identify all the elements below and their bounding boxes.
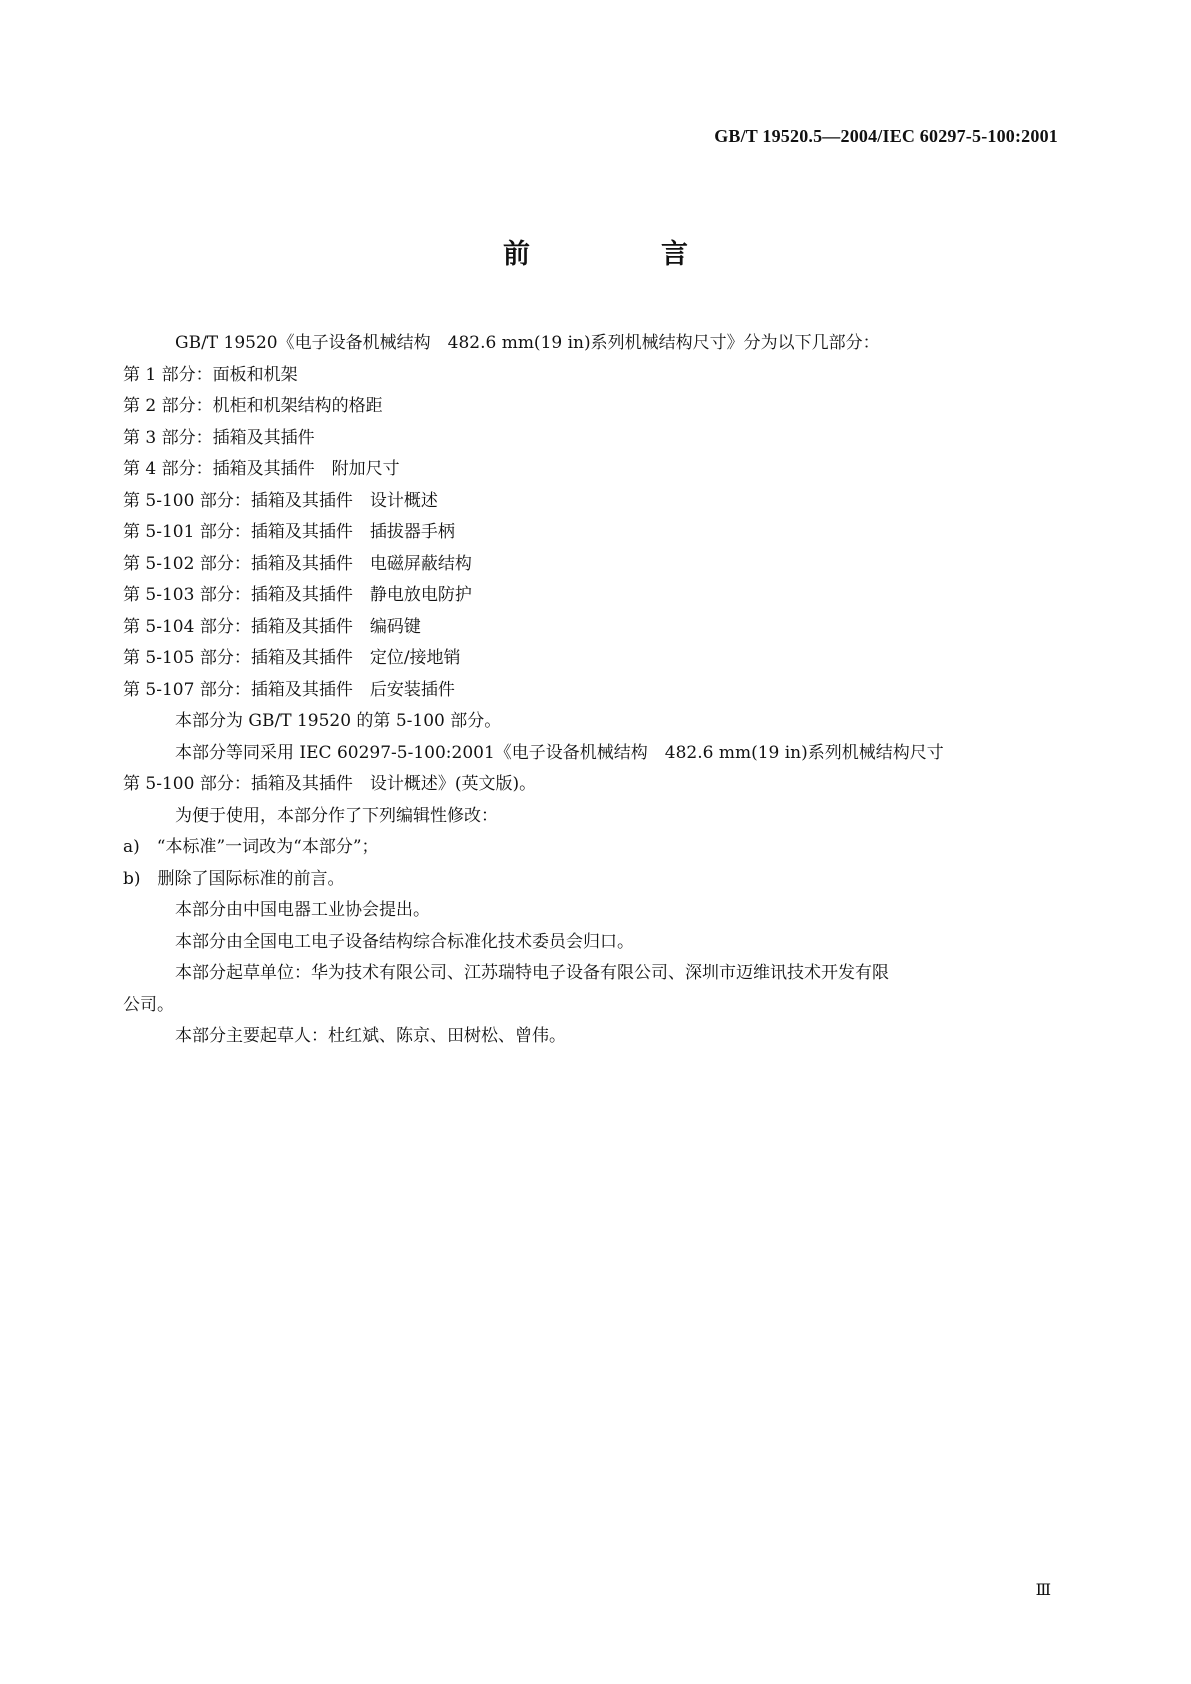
list-item: 第 1 部分：面板和机架 — [123, 364, 298, 385]
list-item: 第 3 部分：插箱及其插件 — [123, 427, 315, 448]
centralized-by-paragraph: 本部分由全国电工电子设备结构综合标准化技术委员会归口。 — [175, 931, 634, 952]
proposed-by-paragraph: 本部分由中国电器工业协会提出。 — [175, 900, 430, 920]
foreword-body — [123, 328, 1063, 1053]
list-item: 第 5-100 部分：插箱及其插件 设计概述 — [123, 490, 438, 511]
standard-code: GB/T 19520.5—2004/IEC 60297-5-100:2001 — [714, 126, 1058, 146]
page-number: Ⅲ — [1035, 1582, 1051, 1599]
page-title: 前 言 — [503, 239, 740, 270]
intro-paragraph: GB/T 19520《电子设备机械结构 482.6 mm(19 in)系列机械结构尺寸》分为以下几部分： — [175, 333, 880, 353]
list-item: 第 5-105 部分：插箱及其插件 定位/接地销 — [123, 648, 461, 668]
edit-item-a: a) “本标准”一词改为“本部分”； — [123, 837, 379, 857]
list-item: 第 5-102 部分：插箱及其插件 电磁屏蔽结构 — [123, 553, 472, 574]
list-item: 第 5-101 部分：插箱及其插件 插拔器手柄 — [123, 522, 455, 542]
list-item: 第 5-104 部分：插箱及其插件 编码键 — [123, 616, 421, 637]
drafters-paragraph: 本部分主要起草人：杜红斌、陈京、田树松、曾伟。 — [175, 1026, 566, 1046]
list-item: 第 4 部分：插箱及其插件 附加尺寸 — [123, 459, 400, 479]
list-item: 第 2 部分：机柜和机架结构的格距 — [123, 396, 383, 416]
adoption-paragraph-line1: 本部分等同采用 IEC 60297-5-100:2001《电子设备机械结构 482.6 mm(19 in)系列机械结构尺寸 — [175, 742, 944, 763]
drafting-units-line1: 本部分起草单位：华为技术有限公司、江苏瑞特电子设备有限公司、深圳市迈维讯技术开发有限 — [175, 963, 889, 983]
edit-item-b: b) 删除了国际标准的前言。 — [123, 868, 345, 889]
adoption-paragraph-line2: 第 5-100 部分：插箱及其插件 设计概述》(英文版)。 — [123, 774, 537, 794]
editorial-intro-paragraph: 为便于使用，本部分作了下列编辑性修改： — [175, 805, 498, 826]
list-item: 第 5-103 部分：插箱及其插件 静电放电防护 — [123, 585, 472, 605]
drafting-units-line2: 公司。 — [123, 994, 174, 1015]
part-of-paragraph: 本部分为 GB/T 19520 的第 5-100 部分。 — [175, 711, 502, 731]
list-item: 第 5-107 部分：插箱及其插件 后安装插件 — [123, 679, 455, 700]
